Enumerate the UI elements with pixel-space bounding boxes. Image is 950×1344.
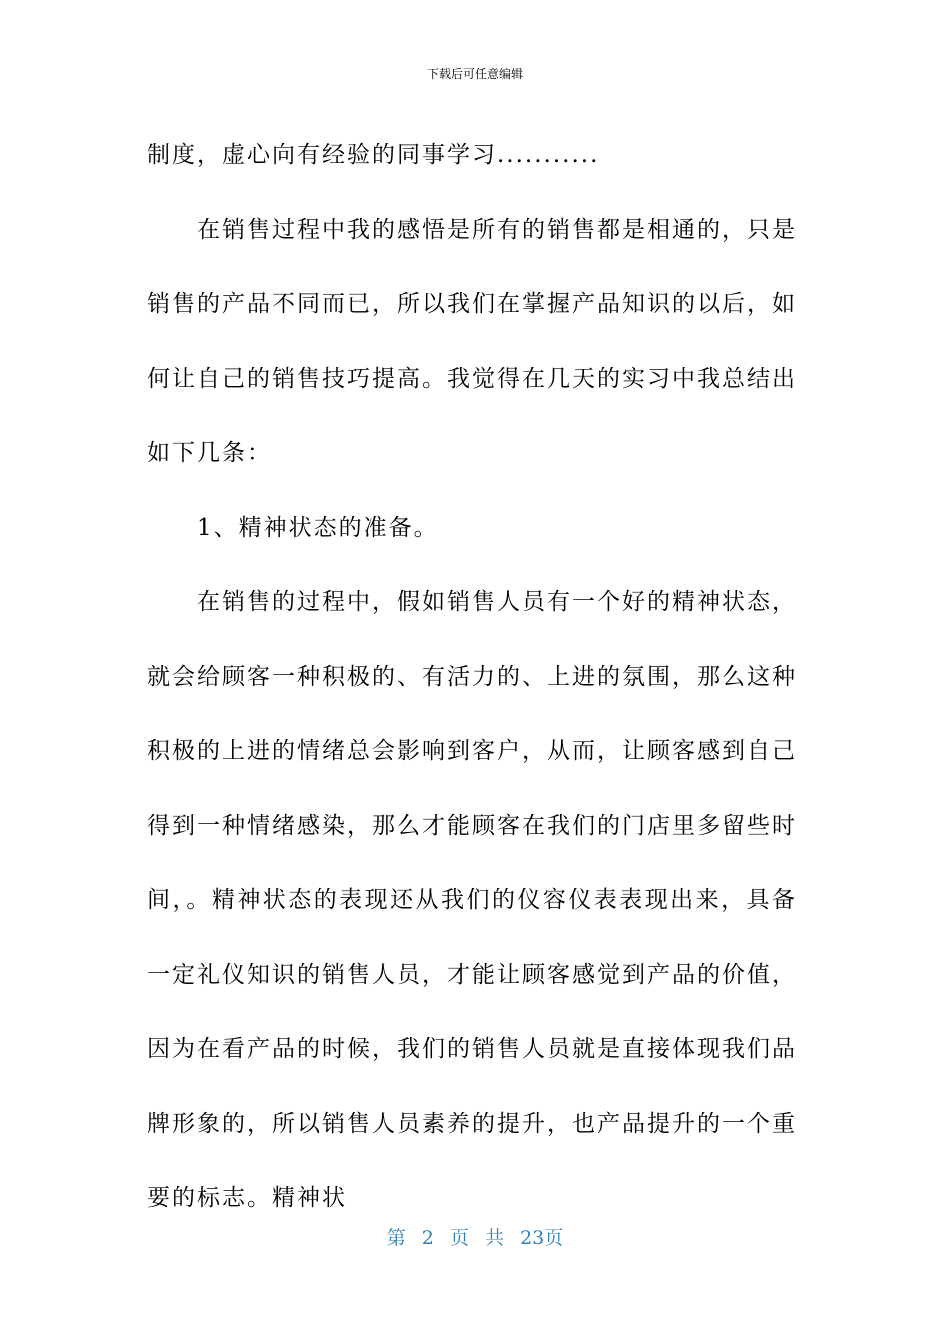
footer-label-total: 共	[485, 1227, 505, 1249]
paragraph-2: 在销售过程中我的感悟是所有的销售都是相通的，只是销售的产品不同而已，所以我们在掌握产品知识的以后，如何让自己的销售技巧提高。我觉得在几天的实习中我总结出如下几条：	[147, 216, 797, 466]
paragraph-1: 制度，虚心向有经验的同事学习...........	[147, 142, 600, 168]
footer-current-page: 2	[421, 1227, 434, 1249]
footer-label-page: 第	[386, 1227, 406, 1249]
paragraph-3-heading: 1、精神状态的准备。	[197, 514, 439, 541]
footer-label-page-unit: 页	[449, 1227, 469, 1249]
page-footer	[0, 1226, 950, 1250]
footer-total-pages: 23页	[520, 1227, 564, 1249]
page-header: 下载后可任意编辑	[426, 67, 523, 81]
body-text	[147, 118, 797, 1236]
paragraph-4: 在销售的过程中，假如销售人员有一个好的精神状态，就会给顾客一种积极的、有活力的、上进的氛围，那么这种积极的上进的情绪总会影响到客户，从而，让顾客感到自己得到一种情绪感染，那么才能顾客在我们的门店里多留些时间，。精神状态的表现还从我们的仪容仪表表现出来，具备一定礼仪知识的销售人员，才能让顾客感觉到产品的价值，因为在看产品的时候，我们的销售人员就是直接体现我们品牌形象的，所以销售人员素养的提升，也产品提升的一个重要的标志。精神状	[147, 589, 797, 1211]
